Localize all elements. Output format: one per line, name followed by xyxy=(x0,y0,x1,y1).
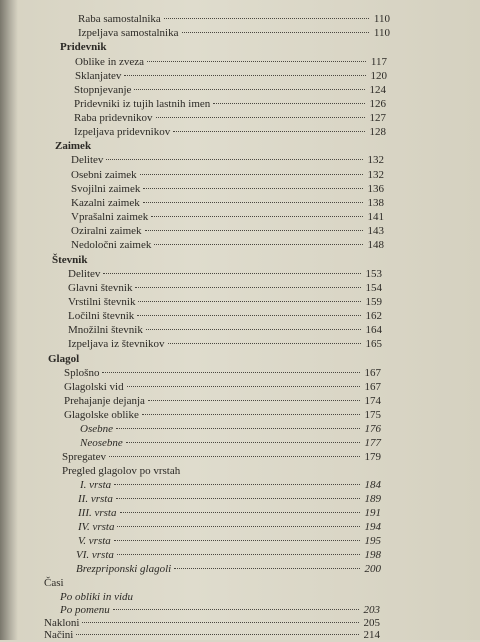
toc-entry-title: Osebne xyxy=(80,423,113,435)
toc-entry-page: 110 xyxy=(373,13,390,25)
toc-entry xyxy=(68,281,382,295)
toc-entry xyxy=(75,69,387,83)
toc-entry xyxy=(74,125,386,139)
toc-leader-dots xyxy=(151,216,363,217)
toc-entry xyxy=(64,408,381,422)
toc-entry xyxy=(76,562,381,576)
toc-leader-dots xyxy=(146,329,361,330)
toc-entry xyxy=(62,464,381,478)
toc-entry-page: 141 xyxy=(367,211,384,223)
toc-entry xyxy=(71,238,384,252)
toc-leader-dots xyxy=(103,273,361,274)
toc-entry-page: 164 xyxy=(365,324,382,336)
toc-entry xyxy=(68,323,382,337)
toc-entry-title: Kazalni zaimek xyxy=(71,197,140,209)
toc-entry-title: Nedoločni zaimek xyxy=(71,239,152,251)
toc-section-title: Števnik xyxy=(52,254,88,266)
toc-entry-page: 148 xyxy=(367,239,384,251)
toc-entry xyxy=(78,12,390,26)
toc-entry xyxy=(68,267,382,281)
toc-entry xyxy=(80,422,381,436)
toc-entry-page: 177 xyxy=(364,437,381,449)
toc-leader-dots xyxy=(126,442,360,443)
toc-entry-page: 175 xyxy=(364,409,381,421)
toc-entry xyxy=(64,394,381,408)
toc-section-heading xyxy=(48,352,378,366)
toc-entry-title: IV. vrsta xyxy=(78,521,115,533)
toc-entry-title: Delitev xyxy=(68,268,101,280)
toc-leader-dots xyxy=(156,117,365,118)
toc-entry-title: Izpeljava iz števnikov xyxy=(68,338,165,350)
toc-entry-title: Spregatev xyxy=(62,451,106,463)
toc-entry-page: 117 xyxy=(370,56,387,68)
toc-entry-title: Svojilni zaimek xyxy=(71,183,141,195)
toc-entry-title: Sklanjatev xyxy=(75,70,122,82)
toc-section-title: Glagol xyxy=(48,353,80,365)
toc-leader-dots xyxy=(113,609,359,610)
toc-leader-dots xyxy=(120,512,361,513)
toc-entry-title: VI. vrsta xyxy=(76,549,114,561)
toc-leader-dots xyxy=(154,244,363,245)
toc-entry-title: Množilni števnik xyxy=(68,324,143,336)
toc-entry-title: Neosebne xyxy=(80,437,123,449)
toc-leader-dots xyxy=(148,400,360,401)
toc-entry-title: I. vrsta xyxy=(80,479,112,491)
toc-leader-dots xyxy=(114,484,360,485)
toc-leader-dots xyxy=(143,188,363,189)
toc-leader-dots xyxy=(147,61,366,62)
toc-entry-page: 167 xyxy=(364,381,381,393)
toc-entry-title: Oblike in zveza xyxy=(75,56,145,68)
toc-entry xyxy=(62,450,381,464)
toc-entry xyxy=(71,196,384,210)
toc-entry-title: Brezpriponski glagoli xyxy=(76,563,172,575)
toc-entry xyxy=(80,478,381,492)
toc-entry-title: Izpeljava samostalnika xyxy=(78,27,179,39)
toc-entry-title: Pridevniki iz tujih lastnih imen xyxy=(74,98,211,110)
toc-entry xyxy=(78,520,381,534)
toc-entry xyxy=(68,295,382,309)
toc-entry xyxy=(71,182,384,196)
toc-entry-title: II. vrsta xyxy=(78,493,113,505)
toc-entry xyxy=(71,224,384,238)
toc-entry-page: 195 xyxy=(364,535,381,547)
toc-entry-page: 200 xyxy=(364,563,381,575)
toc-leader-dots xyxy=(127,386,360,387)
toc-entry-page: 120 xyxy=(370,70,387,82)
toc-leader-dots xyxy=(117,526,360,527)
toc-entry-title: Načini xyxy=(44,629,74,641)
toc-entry xyxy=(75,55,387,69)
toc-leader-dots xyxy=(173,131,365,132)
toc-entry xyxy=(68,309,382,323)
toc-leader-dots xyxy=(102,372,360,373)
toc-entry-page: 153 xyxy=(365,268,382,280)
toc-entry-page: 203 xyxy=(363,604,380,616)
toc-entry-title: Glagolske oblike xyxy=(64,409,139,421)
toc-entry-page: 165 xyxy=(365,338,382,350)
toc-leader-dots xyxy=(106,159,363,160)
toc-entry-page: 154 xyxy=(365,282,382,294)
toc-entry xyxy=(78,534,381,548)
toc-entry-page: 167 xyxy=(364,367,381,379)
toc-entry-title: Oziralni zaimek xyxy=(71,225,142,237)
toc-entry-title: Po obliki in vidu xyxy=(60,591,134,603)
toc-entry xyxy=(78,26,390,40)
toc-entry-page: 176 xyxy=(364,423,381,435)
toc-entry-title: Časi xyxy=(44,577,64,589)
toc-entry-page: 132 xyxy=(367,169,384,181)
toc-entry-title: Pregled glagolov po vrstah xyxy=(62,465,181,477)
toc-leader-dots xyxy=(116,498,360,499)
toc-entry-page: 127 xyxy=(369,112,386,124)
toc-leader-dots xyxy=(76,634,359,635)
toc-entry xyxy=(44,576,374,590)
toc-entry-page: 110 xyxy=(373,27,390,39)
toc-entry-title: Glavni števnik xyxy=(68,282,133,294)
toc-entry xyxy=(71,210,384,224)
toc-entry-page: 159 xyxy=(365,296,382,308)
toc-entry-title: Splošno xyxy=(64,367,100,379)
toc-entry-title: Ločilni števnik xyxy=(68,310,135,322)
toc-entry xyxy=(76,548,381,562)
toc-entry xyxy=(60,590,380,604)
toc-entry-title: III. vrsta xyxy=(78,507,117,519)
toc-leader-dots xyxy=(114,540,360,541)
toc-leader-dots xyxy=(137,315,361,316)
toc-entry-title: Po pomenu xyxy=(60,604,110,616)
toc-entry-page: 136 xyxy=(367,183,384,195)
toc-entry-page: 184 xyxy=(364,479,381,491)
toc-entry-title: Stopnjevanje xyxy=(74,84,132,96)
toc-section-heading xyxy=(52,253,382,267)
toc-entry-page: 205 xyxy=(363,617,380,629)
toc-entry-title: Vprašalni zaimek xyxy=(71,211,149,223)
toc-entry xyxy=(71,153,384,167)
toc-entry-page: 194 xyxy=(364,521,381,533)
toc-entry xyxy=(80,436,381,450)
toc-entry-title: Izpeljava pridevnikov xyxy=(74,126,171,138)
toc-entry-title: V. vrsta xyxy=(78,535,111,547)
toc-section-title: Zaimek xyxy=(55,140,92,152)
toc-leader-dots xyxy=(109,456,360,457)
toc-entry-page: 143 xyxy=(367,225,384,237)
toc-entry xyxy=(68,337,382,351)
toc-leader-dots xyxy=(143,202,363,203)
toc-entry xyxy=(78,492,381,506)
toc-leader-dots xyxy=(134,89,365,90)
toc-entry xyxy=(64,380,381,394)
toc-leader-dots xyxy=(138,301,361,302)
toc-entry-title: Osebni zaimek xyxy=(71,169,137,181)
toc-entry-page: 189 xyxy=(364,493,381,505)
toc-entry-page: 138 xyxy=(367,197,384,209)
toc-entry-page: 214 xyxy=(363,629,380,641)
toc-leader-dots xyxy=(182,32,370,33)
toc-entry xyxy=(71,168,384,182)
toc-entry xyxy=(60,603,380,617)
toc-entry-page: 191 xyxy=(364,507,381,519)
toc-section-title: Pridevnik xyxy=(60,41,107,53)
toc-leader-dots xyxy=(135,287,361,288)
toc-leader-dots xyxy=(174,568,360,569)
toc-leader-dots xyxy=(117,554,360,555)
toc-entry-title: Raba samostalnika xyxy=(78,13,161,25)
toc-entry-page: 124 xyxy=(369,84,386,96)
toc-leader-dots xyxy=(145,230,363,231)
toc-entry-page: 132 xyxy=(367,154,384,166)
toc-entry-title: Glagolski vid xyxy=(64,381,124,393)
toc-entry-title: Prehajanje dejanja xyxy=(64,395,145,407)
toc-entry-page: 198 xyxy=(364,549,381,561)
toc-entry-title: Raba pridevnikov xyxy=(74,112,153,124)
toc-entry-title: Delitev xyxy=(71,154,104,166)
toc-leader-dots xyxy=(140,174,363,175)
toc-entry xyxy=(64,366,381,380)
toc-section-heading xyxy=(55,139,385,153)
toc-entry-page: 126 xyxy=(369,98,386,110)
toc-entry-page: 162 xyxy=(365,310,382,322)
toc-leader-dots xyxy=(142,414,360,415)
toc-leader-dots xyxy=(164,18,369,19)
toc-leader-dots xyxy=(124,75,366,76)
toc-entry-title: Vrstilni števnik xyxy=(68,296,136,308)
toc-entry xyxy=(74,83,386,97)
toc-entry-page: 179 xyxy=(364,451,381,463)
toc-entry xyxy=(78,506,381,520)
toc-entry-page: 174 xyxy=(364,395,381,407)
toc-leader-dots xyxy=(213,103,365,104)
toc-entry-page: 128 xyxy=(369,126,386,138)
toc-section-heading xyxy=(60,40,390,54)
toc-entry-title: Naklonі xyxy=(44,617,80,629)
toc-entry xyxy=(74,97,386,111)
toc-entry xyxy=(74,111,386,125)
toc-leader-dots xyxy=(82,622,359,623)
toc-leader-dots xyxy=(116,428,360,429)
toc-leader-dots xyxy=(168,343,361,344)
